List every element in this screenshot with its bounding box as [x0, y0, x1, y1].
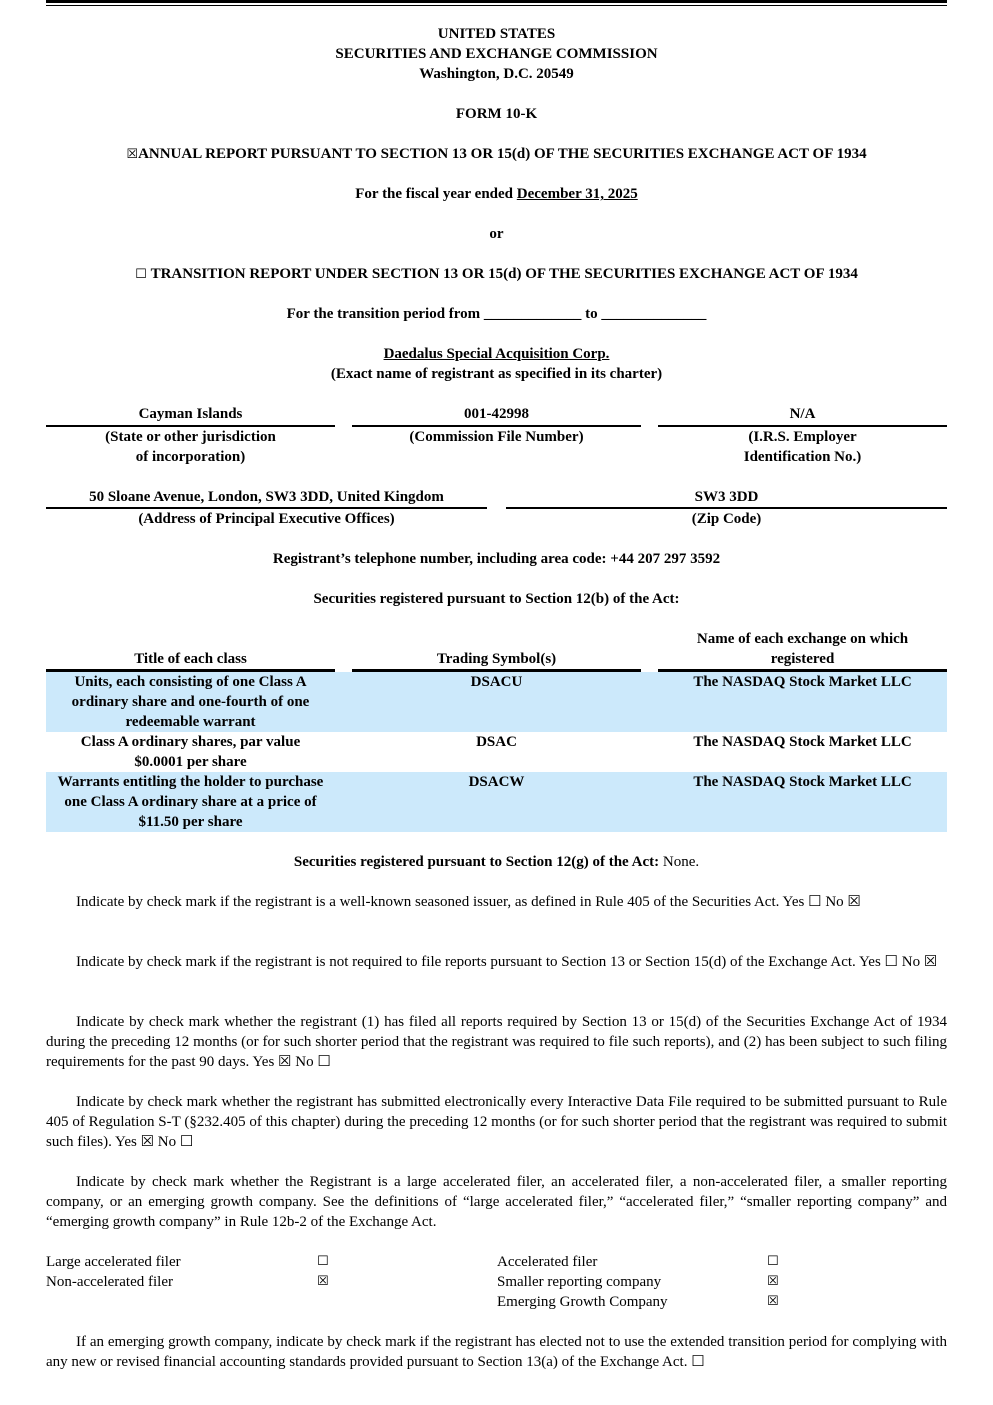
column-header-title: Title of each class: [134, 651, 247, 667]
state-caption: [46, 427, 335, 467]
column-header-symbol: Trading Symbol(s): [436, 651, 557, 667]
table-cell-title: Class A ordinary shares, par value $0.0001 per share: [80, 734, 301, 770]
annual-report-line: [46, 144, 947, 165]
table-cell-title: Units, each consisting of one Class A ordinary share and one-fourth of one redeemable warrant: [71, 674, 310, 730]
question-well-known-issuer: Indicate by check mark if the registrant is a well-known seasoned issuer, as defined in Rule 405 of the Securities Act. Yes ☐ No ☒: [76, 894, 861, 910]
transition-report-text: TRANSITION REPORT UNDER SECTION 13 OR 15(d) OF THE SECURITIES EXCHANGE ACT OF 1934: [150, 266, 858, 282]
filer-label-emerging-growth: Emerging Growth Company: [497, 1294, 668, 1310]
state-caption-line-2: of incorporation): [135, 449, 246, 465]
registrant-name-caption: (Exact name of registrant as specified in its charter): [330, 366, 663, 382]
table-cell-symbol: DSACU: [470, 674, 523, 690]
filer-checkbox-large-accelerated[interactable]: ☐: [317, 1254, 329, 1269]
section-12b-heading: Securities registered pursuant to Section 12(b) of the Act:: [313, 591, 680, 607]
annual-report-text: ANNUAL REPORT PURSUANT TO SECTION 13 OR 15(d) OF THE SECURITIES EXCHANGE ACT OF 1934: [138, 146, 867, 162]
filer-label-smaller-reporting: Smaller reporting company: [497, 1274, 662, 1290]
filer-checkbox-emerging-growth[interactable]: ☒: [767, 1294, 779, 1309]
or-text: or: [489, 226, 504, 242]
question-filed-all-reports: Indicate by check mark whether the registrant (1) has filed all reports required by Section 13 or 15(d) of the Securities Exchange Act of 1934 during the preceding 12 months (or for such shorter period that the registrant was required to file such reports), and (2) has been subject to such filing requirements for the past 90 days. Yes ☒ No ☐: [46, 1014, 947, 1070]
question-emerging-growth-transition: If an emerging growth company, indicate by check mark if the registrant has elected not to use the extended transition period for complying with any new or revised financial accounting standards provided pursuant to Section 13(a) of the Exchange Act. ☐: [46, 1334, 947, 1370]
table-cell-symbol: DSACW: [468, 774, 525, 790]
section-12g-value: None.: [659, 854, 700, 870]
section-12g-label: Securities registered pursuant to Section 12(g) of the Act:: [293, 854, 660, 870]
registrant-name: Daedalus Special Acquisition Corp.: [383, 346, 610, 362]
top-double-rule: [46, 0, 947, 6]
table-cell-title: Warrants entitling the holder to purchase one Class A ordinary share at a price of $11.50 per share: [57, 774, 324, 830]
transition-period-line: For the transition period from _____________ to ______________: [286, 306, 707, 322]
table-cell-symbol: DSAC: [476, 734, 517, 750]
fiscal-year-date: December 31, 2025: [516, 186, 638, 202]
transition-report-checkbox[interactable]: ☐: [135, 267, 147, 282]
fiscal-year-label: For the fiscal year ended: [355, 186, 517, 202]
form-title: FORM 10-K: [455, 106, 538, 122]
file-number-caption: (Commission File Number): [409, 429, 584, 445]
filer-label-accelerated: Accelerated filer: [497, 1254, 598, 1270]
irs-value: N/A: [789, 406, 816, 422]
section-12g-line: [46, 852, 947, 872]
annual-report-checkbox[interactable]: ☒: [126, 147, 139, 162]
zip-value: SW3 3DD: [694, 489, 759, 505]
file-number-value: 001-42998: [464, 406, 529, 422]
telephone-line: Registrant’s telephone number, including area code: +44 207 297 3592: [272, 551, 721, 567]
country-heading: UNITED STATES: [437, 26, 556, 42]
irs-caption-line-1: (I.R.S. Employer: [748, 429, 857, 445]
city-heading: Washington, D.C. 20549: [419, 66, 574, 82]
zip-caption: (Zip Code): [691, 511, 762, 527]
agency-heading: SECURITIES AND EXCHANGE COMMISSION: [335, 46, 658, 62]
address-caption: (Address of Principal Executive Offices): [138, 511, 395, 527]
irs-caption: [658, 427, 947, 467]
filer-checkbox-smaller-reporting[interactable]: ☒: [767, 1274, 779, 1289]
state-caption-line-1: (State or other jurisdiction: [105, 429, 276, 445]
table-cell-exchange: The NASDAQ Stock Market LLC: [693, 674, 912, 690]
column-header-exchange: Name of each exchange on which registered: [696, 631, 909, 667]
filer-checkbox-non-accelerated[interactable]: ☒: [317, 1274, 329, 1289]
address-value: 50 Sloane Avenue, London, SW3 3DD, United Kingdom: [89, 489, 444, 505]
table-cell-exchange: The NASDAQ Stock Market LLC: [693, 774, 912, 790]
question-interactive-data: Indicate by check mark whether the registrant has submitted electronically every Interactive Data File required to be submitted pursuant to Rule 405 of Regulation S-T (§232.405 of this chapter) during the preceding 12 months (or for such shorter period that the registrant was required to submit such files). Yes ☒ No ☐: [46, 1094, 947, 1150]
question-filer-status: Indicate by check mark whether the Registrant is a large accelerated filer, an accelerated filer, a non-accelerated filer, a smaller reporting company, or an emerging growth company. See the definitions of “large accelerated filer,” “accelerated filer,” “smaller reporting company” and “emerging growth company” in Rule 12b-2 of the Exchange Act.: [46, 1174, 947, 1230]
fiscal-year-line: [46, 184, 947, 204]
state-value: Cayman Islands: [138, 406, 243, 422]
filer-label-large-accelerated: Large accelerated filer: [46, 1254, 181, 1270]
transition-report-line: [46, 264, 947, 285]
filer-checkbox-accelerated[interactable]: ☐: [767, 1254, 779, 1269]
filer-label-non-accelerated: Non-accelerated filer: [46, 1274, 173, 1290]
irs-caption-line-2: Identification No.): [743, 449, 862, 465]
table-cell-exchange: The NASDAQ Stock Market LLC: [693, 734, 912, 750]
question-not-required-to-file: Indicate by check mark if the registrant is not required to file reports pursuant to Section 13 or Section 15(d) of the Exchange Act. Yes ☐ No ☒: [76, 954, 938, 970]
